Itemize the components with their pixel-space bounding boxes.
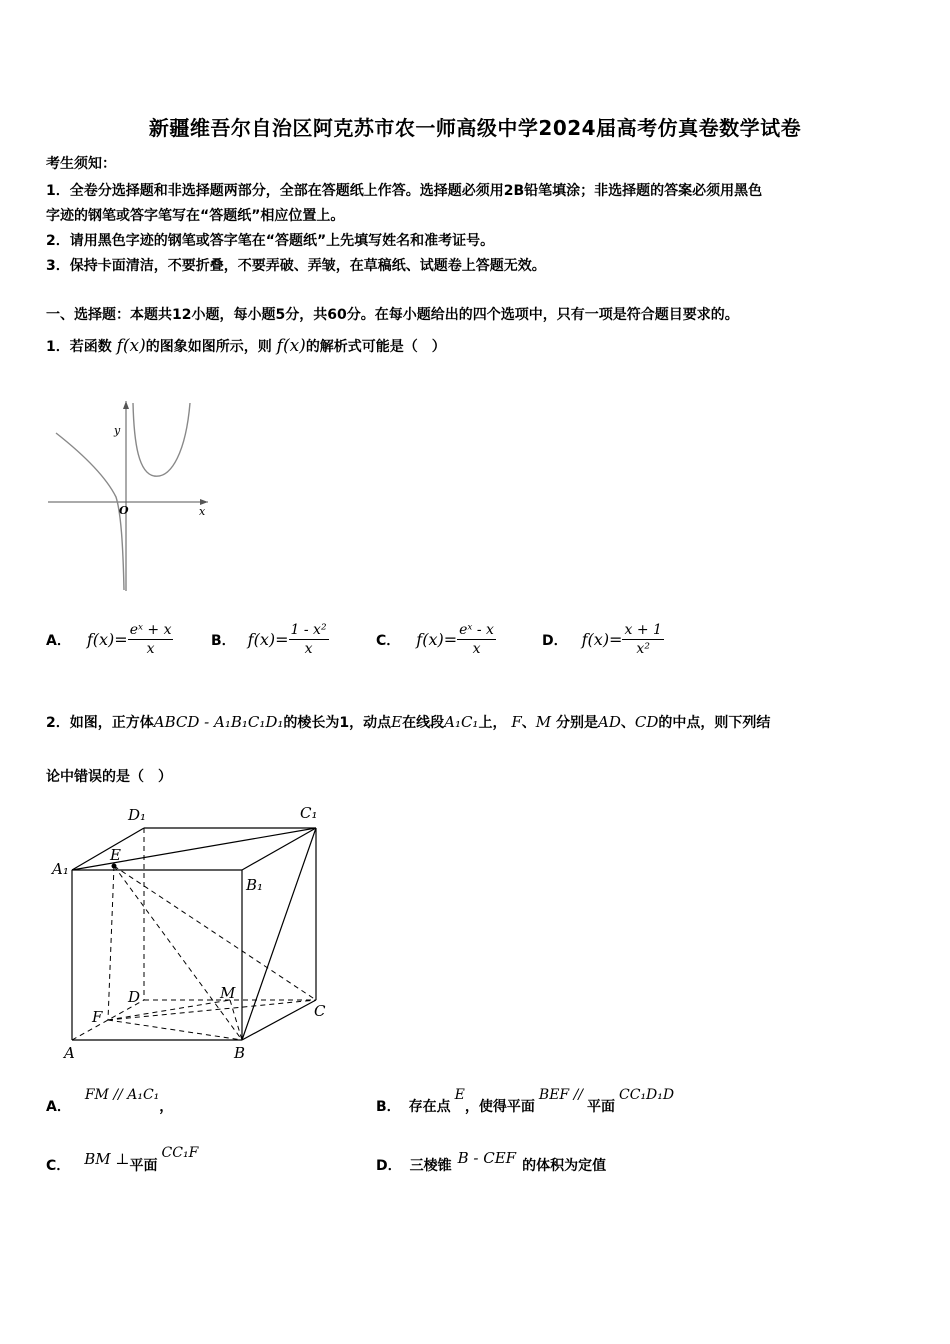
q1-option-c-denominator: x (472, 641, 481, 657)
label-a1: A₁ (52, 860, 69, 878)
label-f: F (92, 1008, 103, 1026)
q2-option-b-t1: 存在点 (408, 1099, 451, 1115)
q2-option-d-t2: 的体积为定值 (522, 1158, 607, 1174)
label-c1: C₁ (300, 804, 318, 822)
notice-item1-line2: 字迹的钢笔或答字笔写在“答题纸”相应位置上。 (46, 208, 345, 224)
q1-option-c[interactable] (376, 622, 496, 657)
q1-option-d-lhs: f(x)= (581, 630, 623, 649)
segment-m-b (230, 1000, 242, 1040)
q2-option-a-tail: ， (159, 1099, 174, 1115)
q2-option-d-t1: 三棱锥 (409, 1158, 452, 1174)
q1-option-a-numerator: eˣ + x (129, 622, 172, 638)
q2-t4: 分别是 (555, 715, 598, 731)
q2-option-b-m1: E (454, 1087, 465, 1103)
q1-option-a-denominator: x (146, 641, 155, 657)
q2-option-b-m2: BEF // (538, 1087, 584, 1103)
section1-heading: 一、选择题：本题共12小题，每小题5分，共60分。在每小题给出的四个选项中，只有一项是符合题目要求的。 (46, 307, 739, 323)
notice-item1-line1: 1．全卷分选择题和非选择题两部分，全部在答题纸上作答。选择题必须用2B铅笔填涂；非选择题的答案必须用黑色 (46, 183, 763, 199)
question-2-stem-line1 (46, 712, 770, 732)
label-b1: B₁ (246, 876, 264, 894)
q1-option-b-fraction (289, 622, 329, 657)
q1-tail: 的解析式可能是（ ） (305, 339, 446, 355)
q1-function-graph (44, 395, 224, 600)
notice-item3: 3．保持卡面清洁，不要折叠，不要弄破、弄皱，在草稿纸、试题卷上答题无效。 (46, 258, 546, 274)
q2-option-c-m1: BM ⊥ (84, 1150, 130, 1168)
label-d1: D₁ (128, 806, 147, 824)
q1-option-b-numerator: 1 - x² (290, 622, 327, 638)
q2-t3: 上， (478, 715, 507, 731)
q1-option-a-label: A． (46, 632, 71, 649)
q1-option-b-lhs: f(x)= (247, 630, 289, 649)
q2-option-b-t2: ，使得平面 (464, 1099, 535, 1115)
segment-e-f (108, 866, 114, 1020)
q1-option-c-fraction (457, 622, 496, 657)
q1-option-b-label: B． (211, 632, 236, 649)
q1-option-d-numerator: x + 1 (624, 622, 662, 638)
q2-cube-figure (44, 800, 344, 1070)
q1-fx-2: f(x) (276, 336, 306, 356)
q2-option-c-label: C． (46, 1158, 71, 1174)
q2-option-b-t3: 平面 (587, 1099, 616, 1115)
y-axis-label: y (114, 424, 121, 437)
q2-ad: AD (597, 713, 621, 731)
q1-option-c-lhs: f(x)= (416, 630, 458, 649)
q1-option-c-label: C． (376, 632, 401, 649)
label-e: E (110, 846, 121, 864)
q1-option-d-denominator: x² (636, 641, 650, 657)
q1-option-c-numerator: eˣ - x (459, 622, 494, 638)
q2-cube: ABCD - A₁B₁C₁D₁ (153, 713, 284, 731)
q2-cd: CD (634, 713, 659, 731)
label-a: A (64, 1044, 75, 1062)
q2-option-c[interactable] (46, 1145, 198, 1175)
q2-option-c-t1: 平面 (129, 1158, 158, 1174)
q1-fx-1: f(x) (116, 336, 146, 356)
q2-option-d[interactable] (376, 1145, 606, 1175)
curve-left-branch (56, 433, 124, 590)
q1-option-d[interactable] (542, 622, 664, 657)
q2-option-b-label: B． (376, 1099, 401, 1115)
label-m: M (220, 984, 236, 1002)
q1-option-d-label: D． (542, 632, 568, 649)
curve-right-branch (133, 403, 190, 476)
notice-item2: 2．请用黑色字迹的钢笔或答字笔在“答题纸”上先填写姓名和准考证号。 (46, 233, 495, 249)
q2-point-f: F (511, 713, 522, 731)
q2-option-c-m2: CC₁F (161, 1145, 199, 1161)
q1-num: 1．若函数 (46, 339, 112, 355)
label-c: C (314, 1002, 326, 1020)
q1-option-a-fraction (128, 622, 174, 657)
segment-e-b (114, 866, 242, 1040)
q2-point-m: M (535, 713, 552, 731)
q2-option-d-label: D． (376, 1158, 402, 1174)
q2-segment: A₁C₁ (444, 713, 479, 731)
question-1-stem (46, 336, 446, 356)
segment-e-c (114, 866, 316, 1000)
q2-t5: 的中点，则下列结 (658, 715, 771, 731)
origin-label: O (119, 504, 129, 517)
q1-option-a[interactable] (46, 622, 173, 657)
notice-heading: 考生须知： (46, 156, 116, 172)
segment-f-m (108, 1000, 230, 1020)
q2-option-a-label: A． (46, 1099, 71, 1115)
segment-f-b (108, 1020, 242, 1040)
point-e-dot (112, 864, 117, 869)
y-axis-arrow (123, 401, 129, 409)
question-2-stem-line2: 论中错误的是（ ） (46, 769, 172, 785)
q2-option-a-math: FM // A₁C₁ (84, 1087, 160, 1103)
q2-t1: 的棱长为1，动点 (283, 715, 392, 731)
q2-point-e: E (391, 713, 403, 731)
q1-option-b-denominator: x (304, 641, 313, 657)
q2-option-b-m3: CC₁D₁D (619, 1087, 675, 1103)
q2-t2: 在线段 (402, 715, 445, 731)
q1-mid: 的图象如图所示，则 (145, 339, 272, 355)
x-axis-label: x (199, 505, 206, 518)
label-b: B (234, 1044, 246, 1062)
q2-option-d-m1: B - CEF (457, 1149, 517, 1167)
q1-option-a-lhs: f(x)= (86, 630, 128, 649)
q2-option-b[interactable] (376, 1087, 674, 1116)
q2-option-a[interactable] (46, 1087, 173, 1116)
q2-num: 2．如图，正方体 (46, 715, 154, 731)
label-d: D (128, 988, 141, 1006)
q1-option-b[interactable] (211, 622, 329, 657)
exam-title: 新疆维吾尔自治区阿克苏市农一师高级中学2024届高考仿真卷数学试卷 (148, 116, 802, 140)
q2-sep2: 、 (620, 715, 635, 731)
q2-sep1: 、 (521, 715, 536, 731)
q1-option-d-fraction (622, 622, 663, 657)
segment-b-c1 (242, 828, 316, 1040)
